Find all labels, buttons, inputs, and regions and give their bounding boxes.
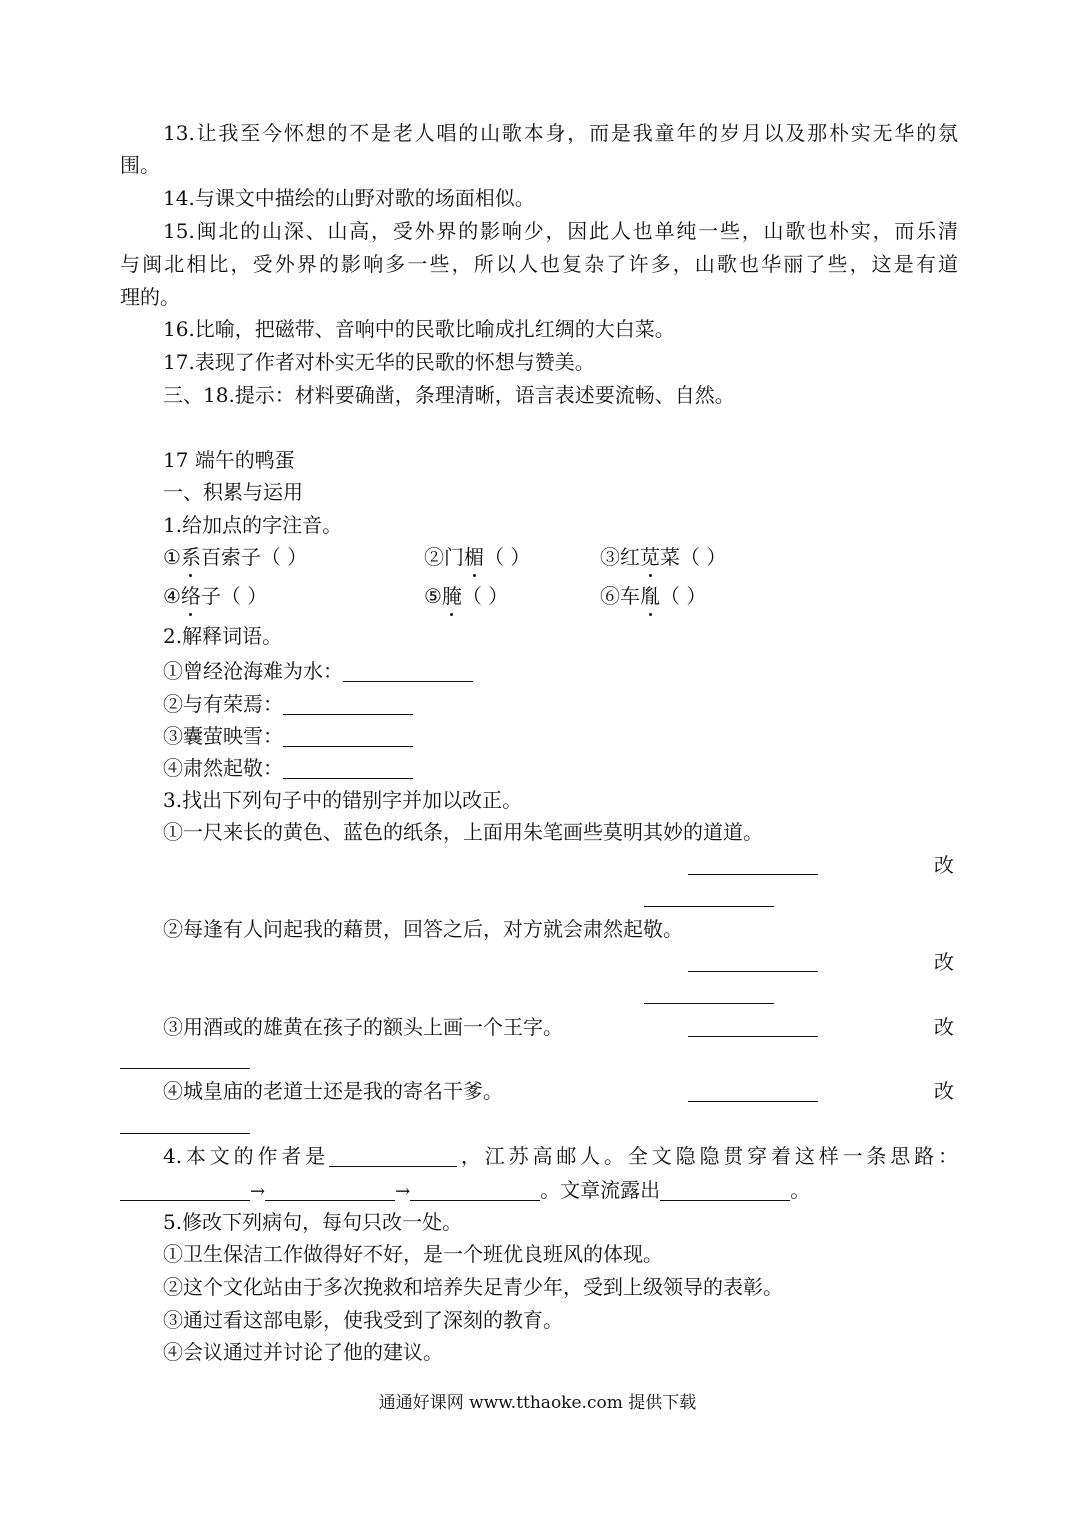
q1-prompt: 1.给加点的字注音。 [163, 513, 343, 537]
page-footer: 通通好课网 www.tthaoke.com 提供下载 [378, 1393, 697, 1413]
answer-16: 16.比喻，把磁带、音响中的民歌比喻成扎红绸的大白菜。 [163, 317, 675, 341]
correction-label: 改 [934, 1015, 954, 1039]
q3-sentence-1: ①一尺来长的黄色、蓝色的纸条，上面用朱笔画些莫明其妙的道道。 [163, 820, 763, 844]
answer-blank[interactable] [688, 1101, 818, 1102]
answer-15-line2: 与闽北相比，受外界的影响多一些，所以人也复杂了许多，山歌也华丽了些，这是有道 [120, 252, 958, 276]
answer-18: 三、18.提示：材料要确凿，条理清晰，语言表述要流畅、自然。 [163, 383, 735, 407]
answer-blank[interactable] [120, 1133, 250, 1134]
answer-blank[interactable] [120, 1199, 250, 1201]
q5-item-3: ③通过看这部电影，使我受到了深刻的教育。 [163, 1308, 563, 1332]
q1-item-5: ⑤腌（ ） [424, 580, 508, 612]
correction-label: 改 [934, 950, 954, 974]
q3-prompt: 3.找出下列句子中的错别字并加以改正。 [163, 788, 523, 812]
q5-item-4: ④会议通过并讨论了他的建议。 [163, 1340, 443, 1364]
answer-blank[interactable] [410, 1199, 540, 1201]
q1-item-1: ①系百索子（ ） [163, 541, 307, 573]
q1-item-4: ④络子（ ） [163, 580, 267, 612]
answer-blank[interactable] [120, 1068, 250, 1069]
answer-blank[interactable] [644, 1003, 774, 1004]
q2-item-1: ①曾经沧海难为水： [163, 655, 958, 687]
q5-item-2: ②这个文化站由于多次挽救和培养失足青少年，受到上级领导的表彰。 [163, 1275, 783, 1299]
answer-blank[interactable] [283, 777, 413, 779]
q5-item-1: ①卫生保洁工作做得好不好，是一个班优良班风的体现。 [163, 1242, 663, 1266]
arrow-icon: → [395, 1181, 411, 1202]
q2-item-4: ④肃然起敬： [163, 752, 958, 784]
q2-item-2: ②与有荣焉： [163, 688, 958, 720]
answer-blank[interactable] [283, 745, 413, 747]
answer-14: 14.与课文中描绘的山野对歌的场面相似。 [163, 186, 535, 210]
q4-line1: 4.本文的作者是 ，江苏高邮人。全文隐隐贯穿着这样一条思路： [163, 1144, 958, 1168]
answer-13-line2: 围。 [120, 153, 160, 177]
q5-prompt: 5.修改下列病句，每句只改一处。 [163, 1210, 463, 1234]
q4-line2: → → 。文章流露出 。 [120, 1174, 958, 1208]
answer-17: 17.表现了作者对朴实无华的民歌的怀想与赞美。 [163, 350, 595, 374]
lesson-title: 17 端午的鸭蛋 [163, 448, 295, 472]
answer-blank[interactable] [283, 713, 413, 715]
q3-sentence-3: ③用酒或的雄黄在孩子的额头上画一个王字。 [163, 1015, 563, 1039]
answer-13-line1: 13.让我至今怀想的不是老人唱的山歌本身，而是我童年的岁月以及那朴实无华的氛 [163, 121, 958, 145]
answer-blank[interactable] [688, 971, 818, 972]
answer-blank[interactable] [688, 1036, 818, 1037]
correction-label: 改 [934, 1079, 954, 1103]
author-blank[interactable] [329, 1165, 457, 1167]
q3-sentence-2: ②每逢有人问起我的藉贯，回答之后，对方就会肃然起敬。 [163, 917, 683, 941]
section-heading: 一、积累与运用 [163, 480, 303, 504]
answer-blank[interactable] [265, 1199, 395, 1201]
answer-blank[interactable] [660, 1199, 790, 1201]
q1-item-6: ⑥车胤（ ） [600, 580, 706, 612]
q2-item-3: ③囊萤映雪： [163, 720, 958, 752]
answer-blank[interactable] [343, 680, 473, 682]
answer-blank[interactable] [644, 906, 774, 907]
answer-blank[interactable] [688, 874, 818, 875]
q3-sentence-4: ④城皇庙的老道士还是我的寄名干爹。 [163, 1079, 503, 1103]
answer-15-line1: 15.闽北的山深、山高，受外界的影响少，因此人也单纯一些，山歌也朴实，而乐清 [163, 219, 958, 243]
correction-label: 改 [934, 853, 954, 877]
answer-15-line3: 理的。 [120, 285, 180, 309]
q1-item-3: ③红苋菜（ ） [600, 541, 726, 573]
q2-prompt: 2.解释词语。 [163, 624, 283, 648]
arrow-icon: → [250, 1181, 266, 1202]
q1-item-2: ②门楣（ ） [424, 541, 530, 573]
